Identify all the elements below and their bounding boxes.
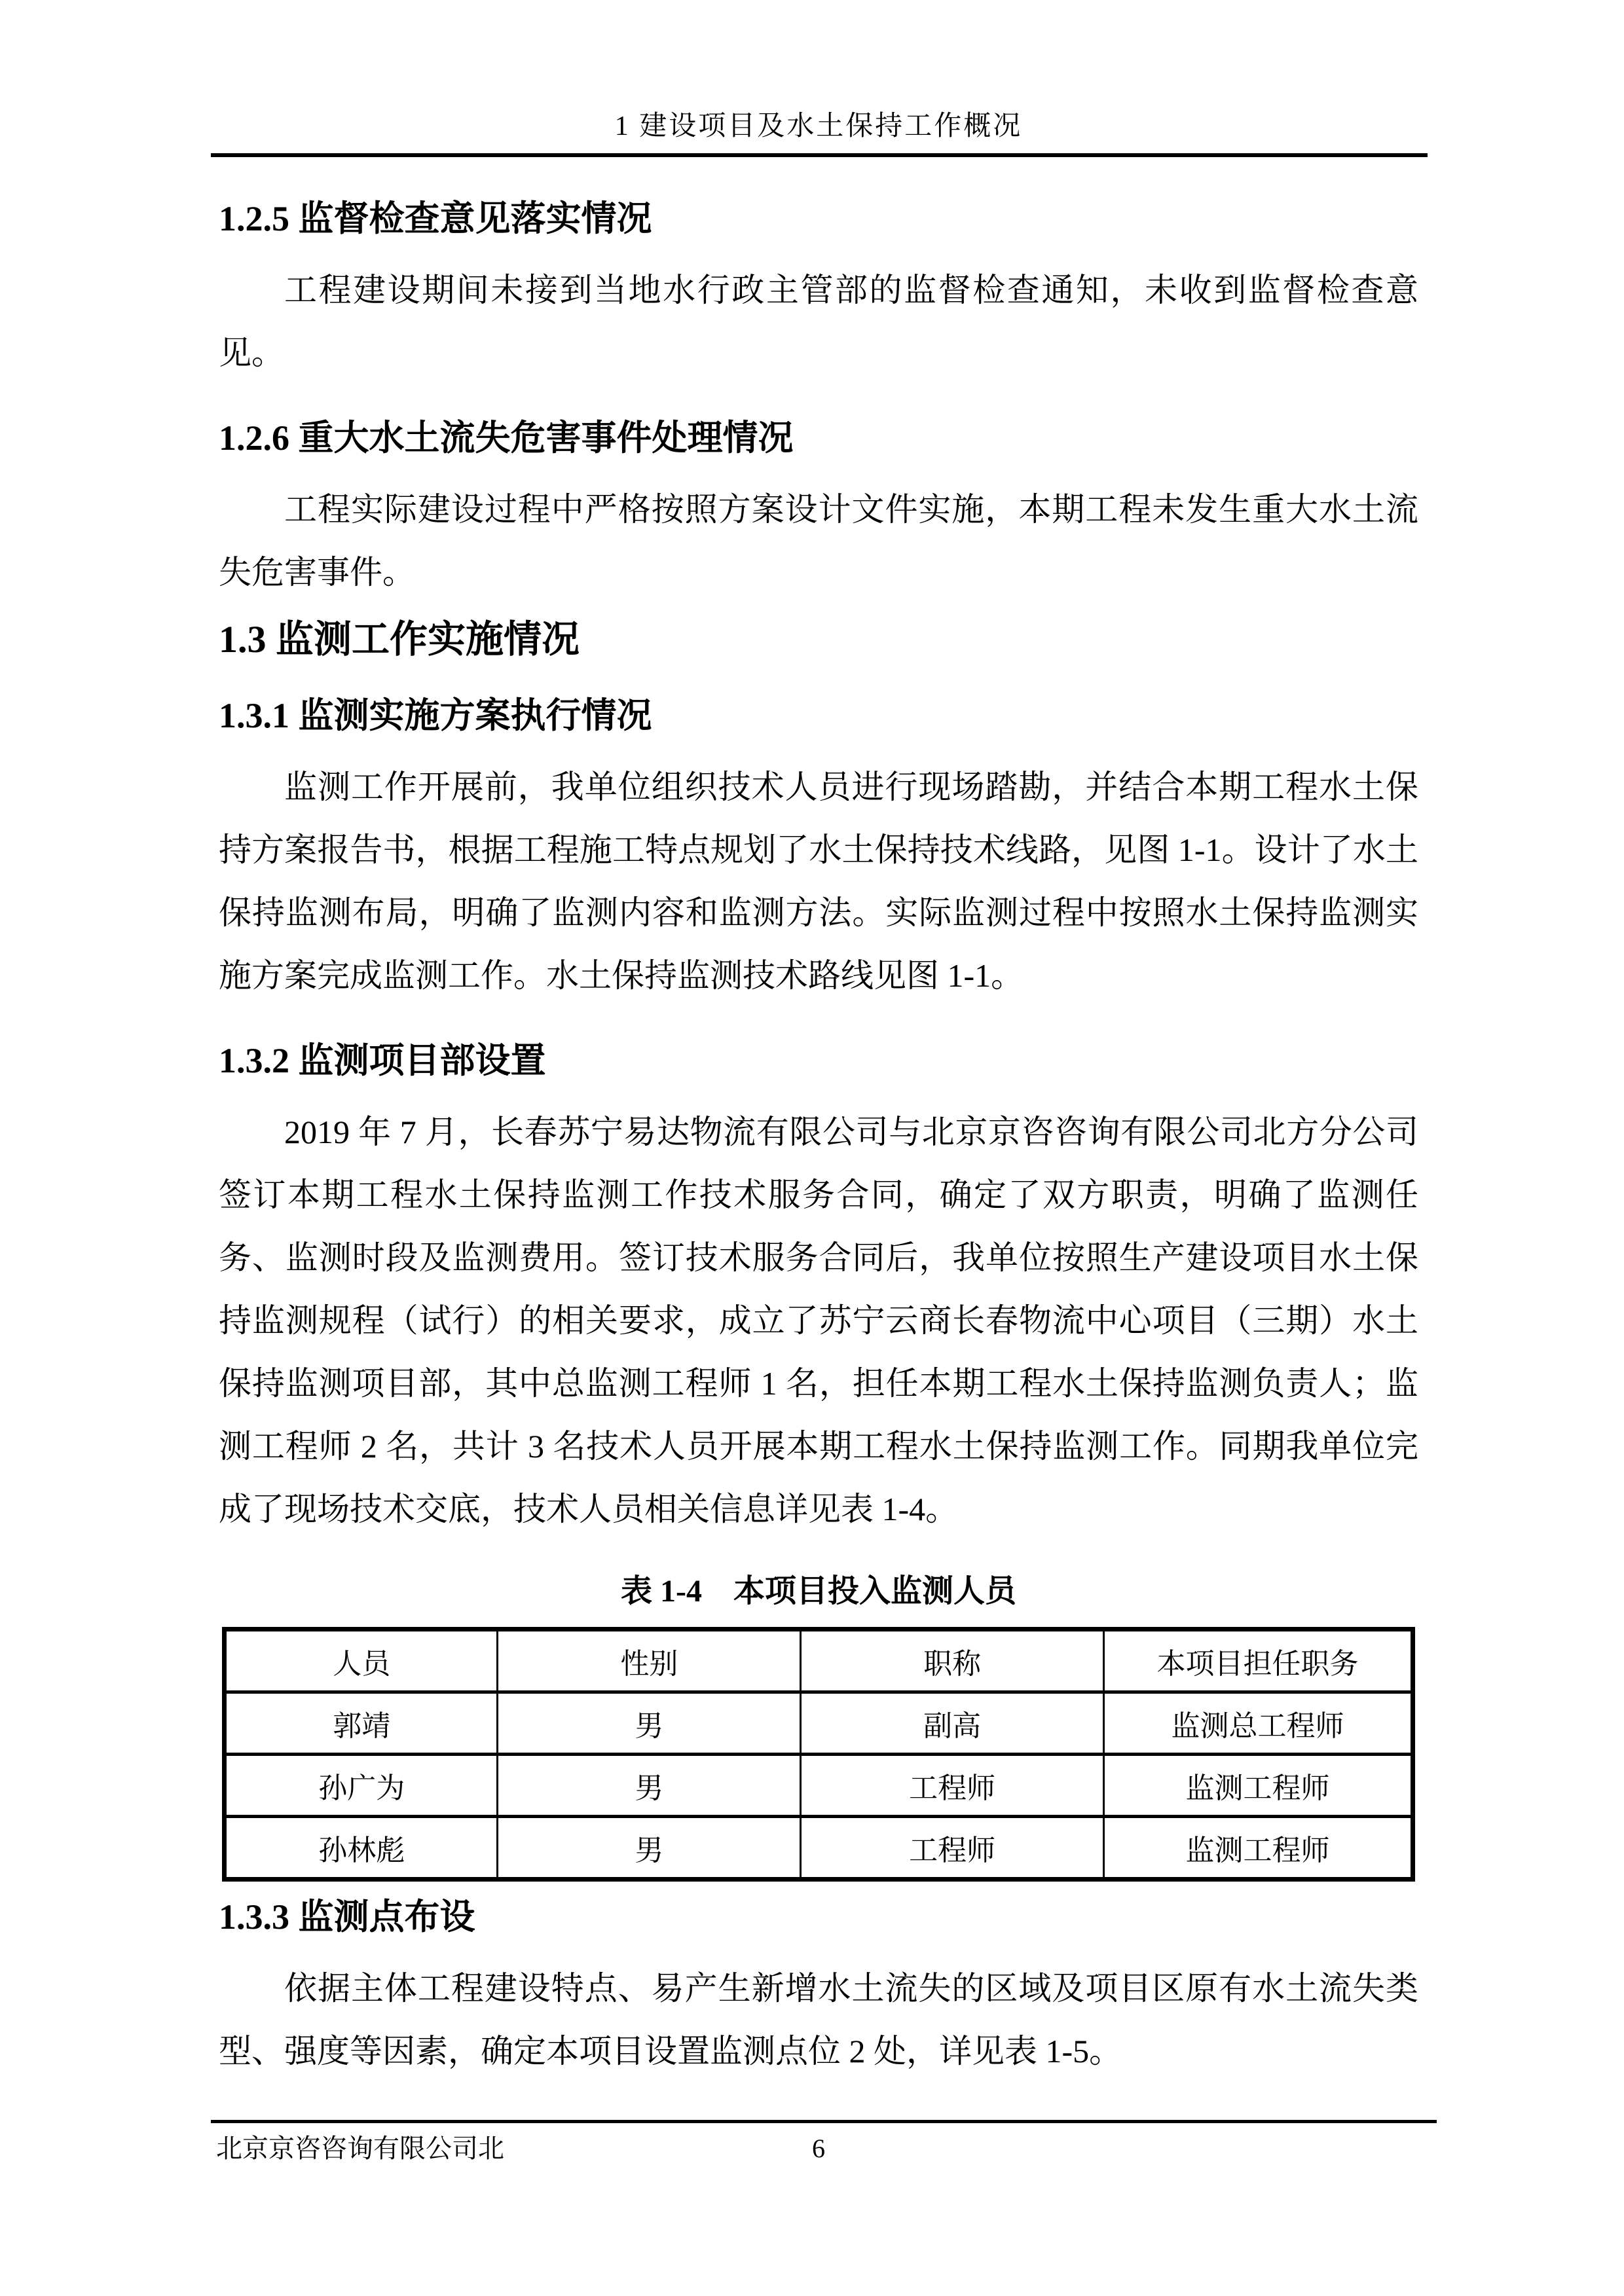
cell-gender: 男 — [498, 1816, 801, 1879]
heading-1-3-2: 1.3.2 监测项目部设置 — [219, 1040, 546, 1080]
heading-1-3-3: 1.3.3 监测点布设 — [219, 1897, 475, 1937]
col-header-gender: 性别 — [498, 1629, 801, 1692]
cell-person: 孙林彪 — [225, 1816, 498, 1879]
footer-rule — [211, 2120, 1437, 2123]
cell-role: 监测工程师 — [1104, 1754, 1413, 1816]
heading-1-3-1: 1.3.1 监测实施方案执行情况 — [219, 696, 652, 736]
paragraph-1-2-6: 工程实际建设过程中严格按照方案设计文件实施，本期工程未发生重大水土流失危害事件。 — [219, 490, 1418, 591]
heading-1-2-5: 1.2.5 监督检查意见落实情况 — [219, 199, 652, 238]
cell-title: 工程师 — [801, 1754, 1104, 1816]
paragraph-1-2-5: 工程建设期间未接到当地水行政主管部的监督检查通知，未收到监督检查意见。 — [219, 271, 1418, 371]
paragraph-1-3-2: 2019 年 7 月，长春苏宁易达物流有限公司与北京京咨咨询有限公司北方分公司签订本期工程水土保持监测工作技术服务合同，确定了双方职责，明确了监测任务、监测时段及监测费用。签订技术服务合同后，我单位按照生产建设项目水土保持监测规程（试行）的相关要求，成立了苏宁云商长春物流中心项目（三期）水土保持监测项目部，其中总监测工程师 1 名，担任本期工程水土保持监测负责人；监测工程师 2 名，共计 3 名技术人员开展本期工程水土保持监测工作。同期我单位完成了现场技术交底，技术人员相关信息详见表 1-4。 — [219, 1113, 1418, 1527]
cell-title: 工程师 — [801, 1816, 1104, 1879]
col-header-title: 职称 — [801, 1629, 1104, 1692]
table-1-4-caption: 表 1-4 本项目投入监测人员 — [621, 1573, 1016, 1609]
table-1-4-personnel — [222, 1627, 1415, 1882]
table-row — [225, 1754, 1413, 1816]
footer-page-number: 6 — [812, 2134, 825, 2163]
heading-1-3: 1.3 监测工作实施情况 — [219, 617, 580, 661]
table-row — [225, 1692, 1413, 1754]
running-footer — [216, 2129, 1421, 2168]
paragraph-1-3-3: 依据主体工程建设特点、易产生新增水土流失的区域及项目区原有水土流失类型、强度等因素，确定本项目设置监测点位 2 处，详见表 1-5。 — [219, 1969, 1418, 2069]
document-body — [219, 157, 1418, 2083]
cell-person: 郭靖 — [225, 1692, 498, 1754]
col-header-person: 人员 — [225, 1629, 498, 1692]
table-header-row — [225, 1629, 1413, 1692]
cell-gender: 男 — [498, 1754, 801, 1816]
heading-1-2-6: 1.2.6 重大水土流失危害事件处理情况 — [219, 418, 794, 458]
footer-company-name: 北京京咨咨询有限公司北 — [216, 2134, 504, 2163]
cell-person: 孙广为 — [225, 1754, 498, 1816]
cell-role: 监测工程师 — [1104, 1816, 1413, 1879]
cell-role: 监测总工程师 — [1104, 1692, 1413, 1754]
table-row — [225, 1816, 1413, 1879]
cell-gender: 男 — [498, 1692, 801, 1754]
cell-title: 副高 — [801, 1692, 1104, 1754]
col-header-role: 本项目担任职务 — [1104, 1629, 1413, 1692]
paragraph-1-3-1: 监测工作开展前，我单位组织技术人员进行现场踏勘，并结合本期工程水土保持方案报告书，根据工程施工特点规划了水土保持技术线路，见图 1-1。设计了水土保持监测布局，明确了监测内容和监测方法。实际监测过程中按照水土保持监测实施方案完成监测工作。水土保持监测技术路线见图 1-1。 — [219, 768, 1418, 994]
running-header-title: 1 建设项目及水土保持工作概况 — [614, 111, 1023, 141]
